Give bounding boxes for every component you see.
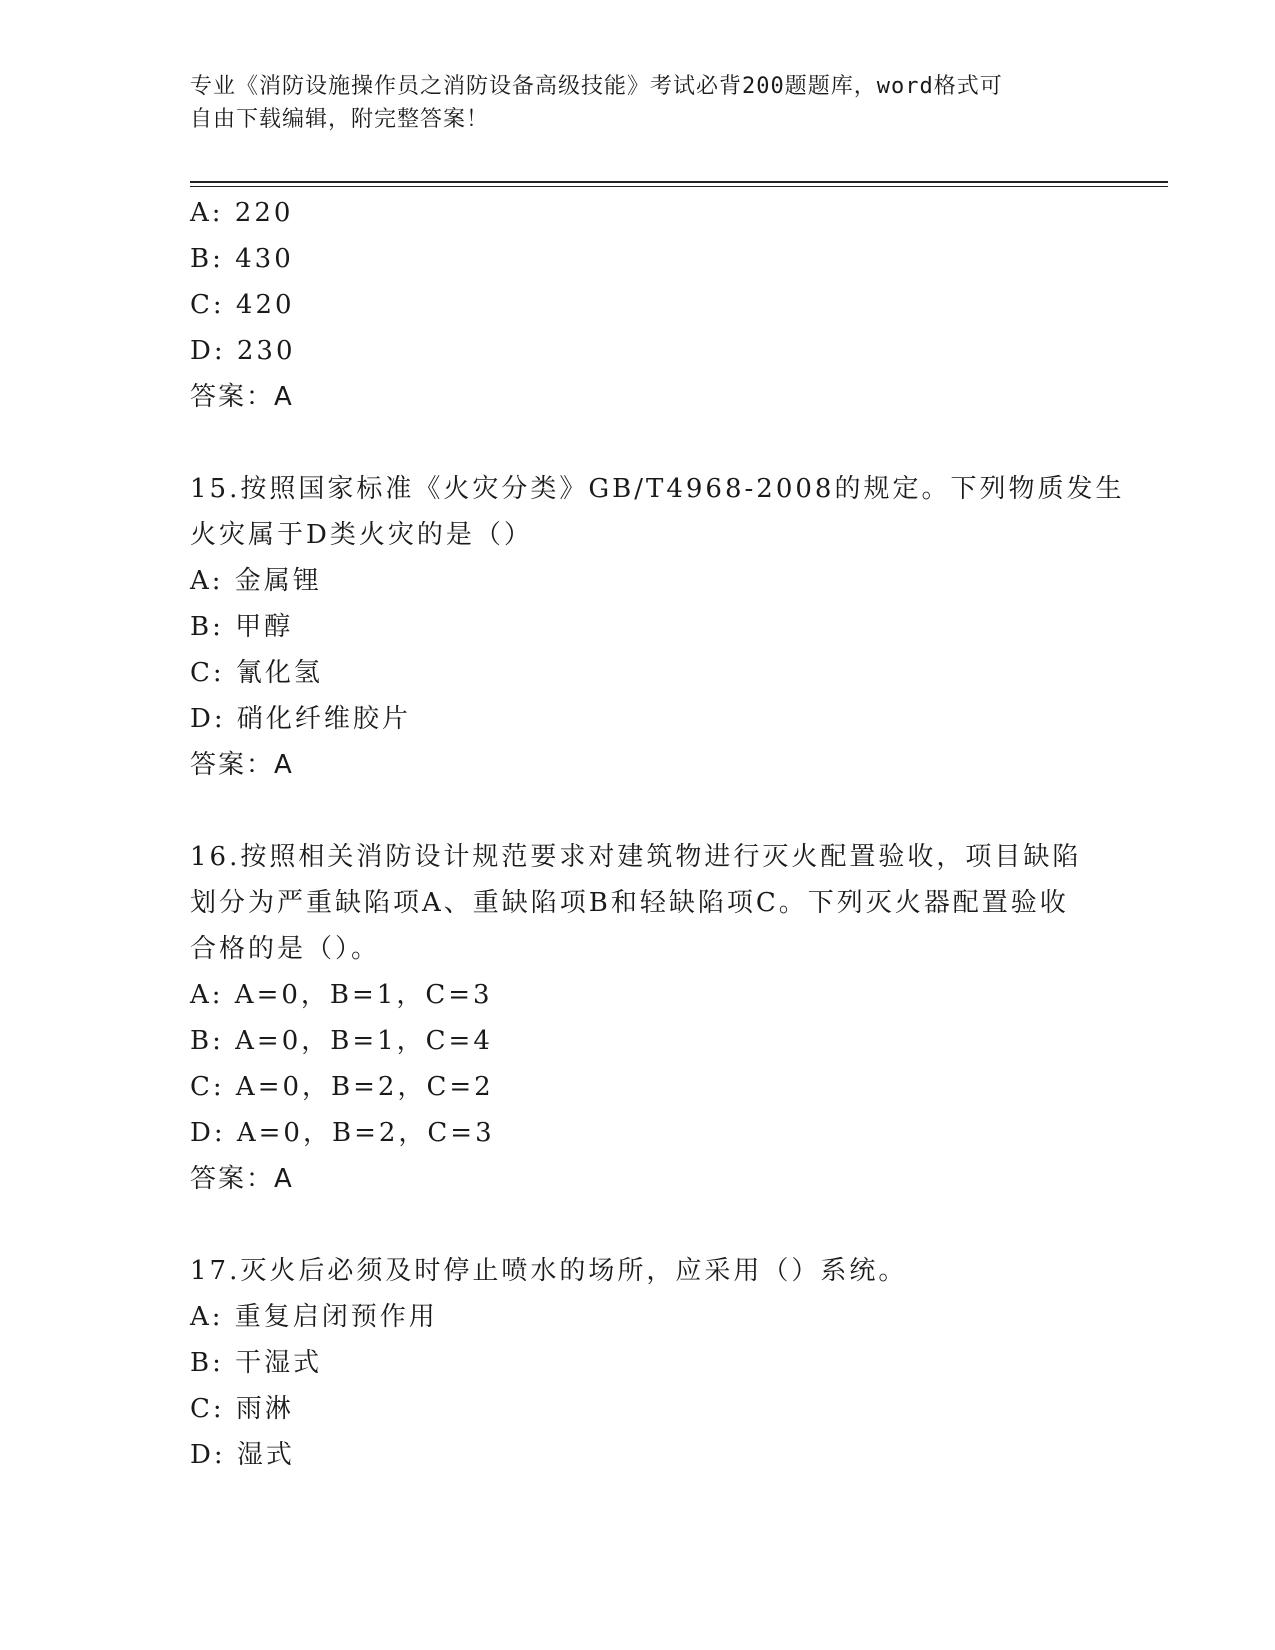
document-header xyxy=(190,70,1090,136)
option-a: A: 220 xyxy=(190,198,294,228)
option-c: C: 氰化氢 xyxy=(190,658,323,688)
header-line-1: 专业《消防设施操作员之消防设备高级技能》考试必背200题题库，word格式可 xyxy=(190,74,1003,99)
question-block-16 xyxy=(190,834,1090,1202)
question-text-line: 合格的是（）。 xyxy=(190,934,381,964)
header-rule-thick xyxy=(190,181,1168,183)
question-text-line: 15.按照国家标准《火灾分类》GB/T4968-2008的规定。下列物质发生 xyxy=(190,474,1125,504)
option-a: A: 金属锂 xyxy=(190,566,322,596)
question-list xyxy=(190,190,1125,1478)
answer-line: 答案：A xyxy=(190,382,294,412)
option-a: A: 重复启闭预作用 xyxy=(190,1302,438,1332)
option-d: D: 湿式 xyxy=(190,1440,295,1470)
option-d: D: A=0，B=2，C=3 xyxy=(190,1118,495,1148)
option-c: C: 雨淋 xyxy=(190,1394,294,1424)
option-c: C: A=0，B=2，C=2 xyxy=(190,1072,494,1102)
question-block-15 xyxy=(190,466,1125,788)
option-c: C: 420 xyxy=(190,290,295,320)
header-line-2: 自由下载编辑，附完整答案！ xyxy=(190,107,490,132)
header-rule-thin xyxy=(190,186,1168,187)
spacer xyxy=(190,420,1090,466)
option-d: D: 硝化纤维胶片 xyxy=(190,704,411,734)
question-text-line: 17.灭火后必须及时停止喷水的场所，应采用（）系统。 xyxy=(190,1256,908,1286)
option-b: B: 甲醇 xyxy=(190,612,294,642)
question-text-line: 划分为严重缺陷项A、重缺陷项B和轻缺陷项C。下列灭火器配置验收 xyxy=(190,888,1069,918)
spacer xyxy=(190,1202,1090,1248)
answer-line: 答案：A xyxy=(190,750,294,780)
question-text-line: 火灾属于D类火灾的是（） xyxy=(190,520,533,550)
question-block-17 xyxy=(190,1248,1090,1478)
question-text-line: 16.按照相关消防设计规范要求对建筑物进行灭火配置验收，项目缺陷 xyxy=(190,842,1082,872)
option-a: A: A=0，B=1，C=3 xyxy=(190,980,493,1010)
spacer xyxy=(190,788,1090,834)
option-b: B: 干湿式 xyxy=(190,1348,323,1378)
question-block-prev xyxy=(190,190,1090,420)
option-d: D: 230 xyxy=(190,336,296,366)
option-b: B: 430 xyxy=(190,244,294,274)
option-b: B: A=0，B=1，C=4 xyxy=(190,1026,493,1056)
answer-line: 答案：A xyxy=(190,1164,294,1194)
